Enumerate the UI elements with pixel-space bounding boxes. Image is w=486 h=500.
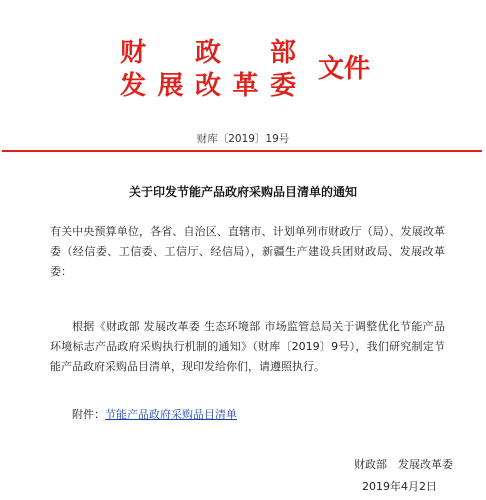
document-header (0, 28, 486, 101)
addressees-paragraph: 有关中央预算单位，各省、自治区、直辖市、计划单列市财政厅（局）、发展改革委（经信委、工信委、工信厅、经信局），新疆生产建设兵团财政局、发展改革委： (50, 225, 445, 278)
issuer-line-1 (120, 32, 296, 69)
document-number: 财库〔2019〕19号 (196, 133, 290, 145)
issuer-char: 部 (269, 38, 296, 68)
issuer-char: 改 (194, 71, 221, 101)
issuer-char: 委 (269, 71, 296, 101)
body-paragraph: 根据《财政部 发展改革委 生态环境部 市场监管总局关于调整优化节能产品环境标志产品政府采购执行机制的通知》（财库〔2019〕9号），我们研究制定节能产品政府采购品目清单，现印发给你们，请遵照执行。 (50, 320, 445, 373)
issuer-char: 展 (157, 71, 184, 101)
header-divider (2, 150, 482, 152)
issuer-char: 革 (232, 71, 259, 101)
notice-title: 关于印发节能产品政府采购品目清单的通知 (128, 185, 357, 199)
issuer-line-2 (120, 65, 296, 102)
signature-orgs: 财政部 发展改革委 (354, 458, 453, 471)
issuer-char: 政 (194, 38, 221, 68)
attachment-link[interactable]: 节能产品政府采购品目清单 (105, 408, 237, 421)
document-type-label: 文件 (318, 54, 371, 84)
attachment-label: 附件： (72, 408, 105, 421)
issuer-char: 发 (120, 71, 147, 101)
attachment-line (72, 405, 237, 425)
issuer-char: 财 (120, 38, 147, 68)
signature-date: 2019年4月2日 (362, 480, 437, 493)
